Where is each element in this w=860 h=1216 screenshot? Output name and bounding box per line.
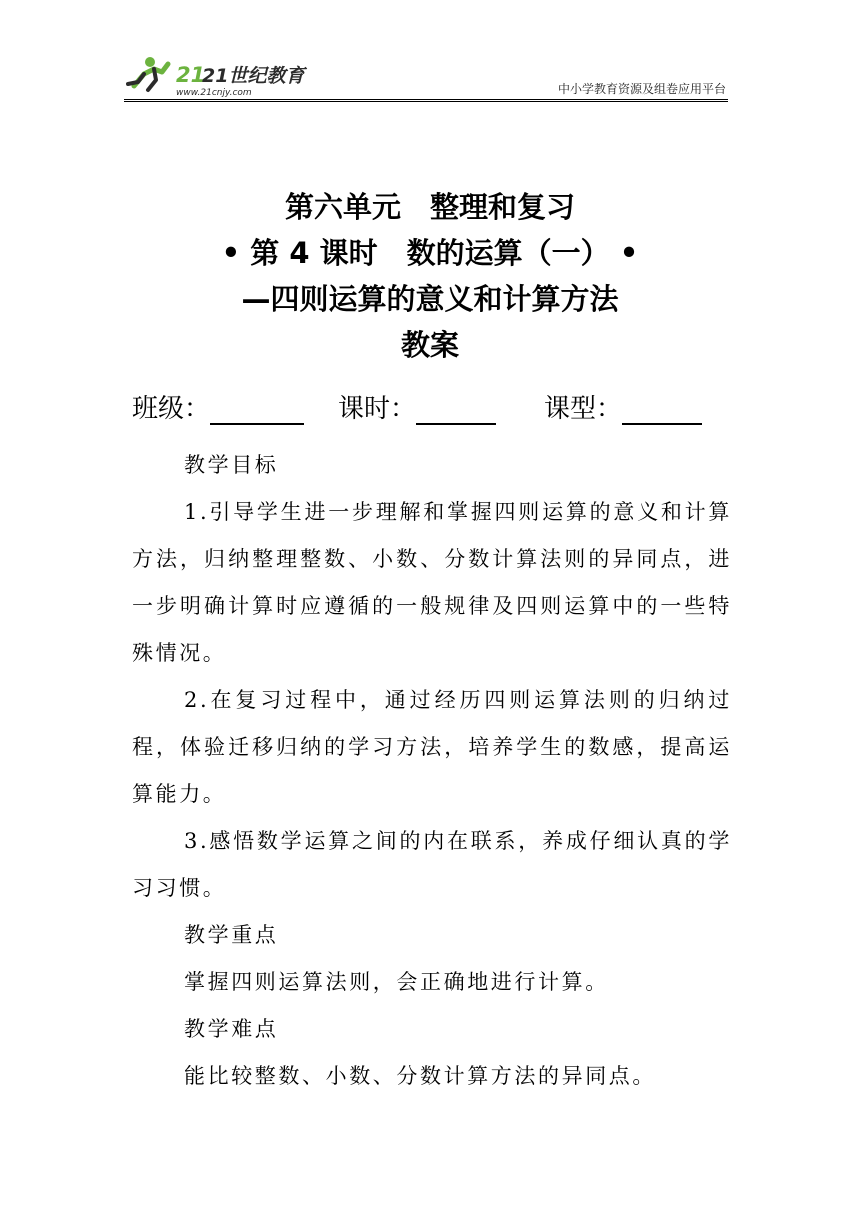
objectives-heading: 教学目标 — [184, 453, 279, 477]
objective-3: 3.感悟数学运算之间的内在联系，养成仔细认真的学习习惯。 — [132, 829, 732, 900]
type-blank[interactable] — [622, 393, 702, 425]
objective-2: 2.在复习过程中，通过经历四则运算法则的归纳过程，体验迁移归纳的学习方法，培养学生的数感，提高运算能力。 — [132, 688, 732, 806]
title-lesson: • 第 4 课时 数的运算（一） • — [221, 236, 639, 270]
page-header — [124, 52, 728, 102]
svg-text:21世纪教育: 21世纪教育 — [202, 65, 305, 87]
document-body — [132, 442, 732, 1100]
title-subtitle: —四则运算的意义和计算方法 — [241, 282, 619, 316]
class-field — [132, 388, 304, 425]
type-label: 课型： — [544, 394, 623, 424]
title-lesson-plan: 教案 — [400, 328, 459, 362]
class-label: 班级： — [132, 394, 211, 424]
period-label: 课时： — [338, 394, 417, 424]
header-platform-text: 中小学教育资源及组卷应用平台 — [557, 82, 726, 96]
header-divider-secondary — [124, 101, 728, 102]
document-title — [0, 184, 860, 368]
difficulty-heading: 教学难点 — [184, 1017, 279, 1041]
period-field — [338, 388, 496, 425]
logo — [124, 52, 305, 98]
header-divider — [124, 99, 728, 100]
runner-logo-icon — [124, 52, 305, 98]
difficulty-text: 能比较整数、小数、分数计算方法的异同点。 — [184, 1064, 656, 1088]
objective-1: 1.引导学生进一步理解和掌握四则运算的意义和计算方法，归纳整理整数、小数、分数计算法则的异同点，进一步明确计算时应遵循的一般规律及四则运算中的一些特殊情况。 — [132, 500, 732, 665]
class-blank[interactable] — [210, 393, 304, 425]
meta-fields — [132, 388, 732, 428]
period-blank[interactable] — [416, 393, 496, 425]
svg-text:www.21cnjy.com: www.21cnjy.com — [176, 88, 252, 98]
type-field — [544, 388, 702, 425]
title-unit: 第六单元 整理和复习 — [284, 190, 575, 224]
key-point-heading: 教学重点 — [184, 923, 279, 947]
svg-text:21: 21 — [176, 63, 206, 87]
key-point-text: 掌握四则运算法则，会正确地进行计算。 — [184, 970, 609, 994]
